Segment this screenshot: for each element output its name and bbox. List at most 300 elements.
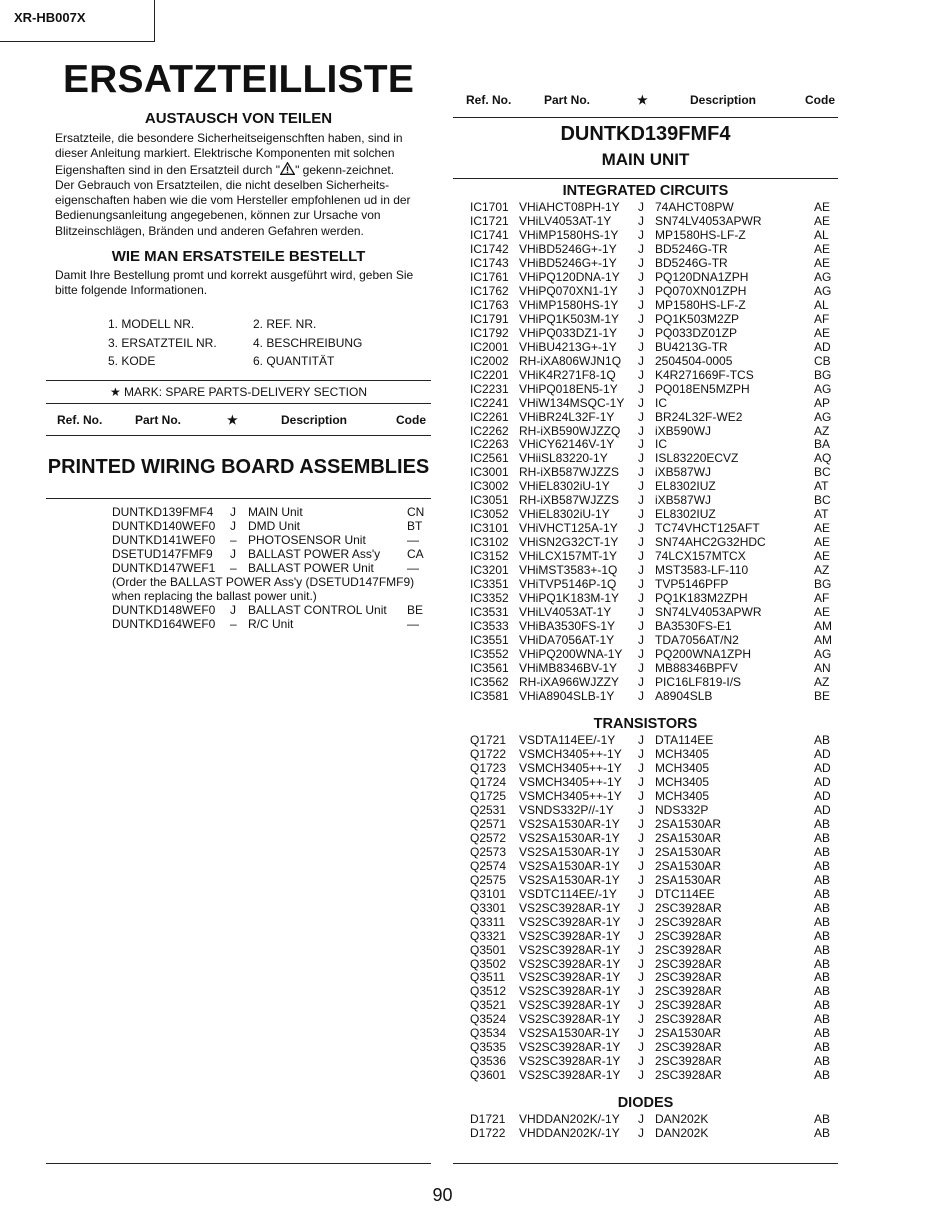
part-row: [453, 831, 838, 845]
part-description: 2SC3928AR: [655, 998, 722, 1013]
part-description: PQ120DNA1ZPH: [655, 269, 749, 284]
part-description: K4R271669F-TCS: [655, 367, 754, 382]
order-paragraph: [55, 268, 435, 299]
part-part-no: VHiEL8302iU-1Y: [519, 507, 610, 522]
part-mark: J: [638, 1040, 644, 1055]
part-row: [453, 845, 838, 859]
pwb-part: DUNTKD141WEF0: [112, 533, 216, 547]
part-row: [453, 354, 838, 368]
part-part-no: VHiSN2G32CT-1Y: [519, 535, 619, 550]
pwb-desc: PHOTOSENSOR Unit: [248, 533, 366, 547]
part-ref-no: IC1763: [470, 297, 509, 312]
part-code: AB: [814, 858, 831, 873]
part-code: AE: [814, 255, 831, 270]
part-ref-no: IC3152: [470, 549, 509, 564]
section-title: TRANSISTORS: [593, 716, 698, 732]
part-part-no: VS2SC3928AR-1Y: [519, 970, 621, 985]
pwb-part: DUNTKD139FMF4: [112, 505, 214, 519]
part-part-no: VHiPQ200WNA-1Y: [519, 647, 623, 662]
part-description: BA3530FS-E1: [655, 619, 732, 634]
part-ref-no: IC3101: [470, 521, 509, 536]
part-ref-no: IC1741: [470, 227, 509, 242]
part-mark: J: [638, 353, 644, 368]
part-ref-no: IC3552: [470, 647, 509, 662]
exchange-line: Bedienungsanleitung angegebenen, können zur Ursache von: [55, 208, 381, 223]
part-row: [453, 661, 838, 675]
part-ref-no: IC1701: [470, 200, 509, 214]
part-description: 2SA1530AR: [655, 872, 722, 887]
part-code: AB: [814, 830, 831, 845]
part-part-no: VSNDS332P//-1Y: [519, 802, 614, 817]
part-description: IC: [655, 437, 667, 452]
part-mark: J: [638, 816, 644, 831]
col-description: Description: [690, 93, 757, 107]
part-ref-no: IC2201: [470, 367, 509, 382]
part-description: 2SC3928AR: [655, 1040, 722, 1055]
part-part-no: VHiVHCT125A-1Y: [519, 521, 618, 536]
part-description: IC: [655, 395, 667, 410]
pwb-desc: R/C Unit: [248, 617, 294, 631]
part-code: AZ: [814, 423, 830, 438]
order-heading: WIE MAN ERSATSTEILE BESTELLT: [111, 248, 366, 265]
part-ref-no: Q1723: [470, 760, 507, 775]
part-description: A8904SLB: [655, 688, 713, 703]
part-ref-no: Q2571: [470, 816, 507, 831]
pwb-desc: BALLAST CONTROL Unit: [248, 603, 387, 617]
part-row: [453, 943, 838, 957]
part-row: [453, 733, 838, 747]
pwb-code: —: [407, 533, 419, 547]
part-ref-no: IC1762: [470, 283, 509, 298]
part-part-no: VS2SA1530AR-1Y: [519, 858, 620, 873]
part-part-no: VS2SC3928AR-1Y: [519, 900, 621, 915]
pwb-part: DUNTKD147WEF1: [112, 561, 216, 575]
part-code: BE: [814, 688, 831, 703]
part-code: AB: [814, 816, 831, 831]
part-ref-no: IC3533: [470, 619, 509, 634]
part-part-no: VHDDAN202K/-1Y: [519, 1112, 620, 1126]
col-ref-no: Ref. No.: [466, 93, 512, 107]
pwb-row: [112, 617, 427, 631]
part-mark: J: [638, 844, 644, 859]
order-item: 3. ERSATZTEIL NR.: [108, 335, 217, 350]
part-code: AE: [814, 521, 831, 536]
part-row: [453, 410, 838, 424]
pwb-code: BE: [407, 603, 424, 617]
divider: [46, 380, 431, 381]
part-description: 2SC3928AR: [655, 914, 722, 929]
col-mark: ★: [637, 93, 648, 107]
part-row: [453, 270, 838, 284]
col-part-no: Part No.: [135, 413, 182, 427]
order-item: 2. REF. NR.: [253, 317, 317, 331]
part-code: AB: [814, 956, 831, 971]
divider: [46, 498, 431, 499]
part-part-no: VHDDAN202K/-1Y: [519, 1125, 620, 1140]
part-row: [453, 1040, 838, 1054]
part-ref-no: Q2531: [470, 802, 507, 817]
part-mark: J: [638, 451, 644, 466]
part-ref-no: IC2002: [470, 353, 509, 368]
exchange-line: Ersatzteile, die besondere Sicherheitseigenschften haben, sind in: [55, 131, 403, 145]
part-ref-no: IC3551: [470, 633, 509, 648]
pwb-mark: –: [230, 533, 237, 547]
part-description: 2SC3928AR: [655, 942, 722, 957]
part-mark: J: [638, 269, 644, 284]
left-column-header: [46, 413, 431, 429]
part-description: 2SC3928AR: [655, 900, 722, 915]
part-part-no: VHiLCX157MT-1Y: [519, 549, 618, 564]
part-description: BD5246G-TR: [655, 255, 728, 270]
part-part-no: VHiK4R271F8-1Q: [519, 367, 616, 382]
part-mark: J: [638, 830, 644, 845]
part-row: [453, 214, 838, 228]
part-row: [453, 465, 838, 479]
part-row: [453, 761, 838, 775]
part-row: [453, 970, 838, 984]
part-part-no: VS2SC3928AR-1Y: [519, 1068, 621, 1083]
part-code: AE: [814, 605, 831, 620]
part-part-no: VS2SC3928AR-1Y: [519, 928, 621, 943]
part-description: DTC114EE: [655, 886, 715, 901]
part-ref-no: Q3502: [470, 956, 507, 971]
part-mark: J: [638, 297, 644, 312]
right-column-header: [453, 93, 838, 109]
part-row: [453, 859, 838, 873]
part-row: [453, 242, 838, 256]
part-mark: J: [638, 409, 644, 424]
pwb-code: BT: [407, 519, 423, 533]
part-part-no: VS2SC3928AR-1Y: [519, 914, 621, 929]
part-code: AD: [814, 788, 831, 803]
part-description: BD5246G-TR: [655, 241, 728, 256]
part-mark: J: [638, 733, 644, 747]
part-row: [453, 789, 838, 803]
part-ref-no: IC3002: [470, 479, 509, 494]
part-description: SN74LV4053APWR: [655, 213, 762, 228]
part-part-no: VS2SC3928AR-1Y: [519, 1054, 621, 1069]
part-part-no: VHiBD5246G+-1Y: [519, 255, 617, 270]
pwb-part: DUNTKD164WEF0: [112, 617, 216, 631]
part-part-no: VHiMP1580HS-1Y: [519, 227, 619, 242]
part-part-no: VHiPQ033DZ1-1Y: [519, 325, 618, 340]
part-description: DTA114EE: [655, 733, 714, 747]
part-mark: J: [638, 395, 644, 410]
part-row: [453, 535, 838, 549]
part-description: iXB587WJ: [655, 465, 712, 480]
part-code: AB: [814, 998, 831, 1013]
part-ref-no: Q1722: [470, 746, 507, 761]
col-description: Description: [281, 413, 348, 427]
part-row: [453, 200, 838, 214]
part-ref-no: IC3052: [470, 507, 509, 522]
part-description: MP1580HS-LF-Z: [655, 297, 746, 312]
part-code: AB: [814, 1040, 831, 1055]
part-mark: J: [638, 521, 644, 536]
part-part-no: VHiPQ120DNA-1Y: [519, 269, 620, 284]
part-mark: J: [638, 647, 644, 662]
part-ref-no: Q3511: [470, 970, 506, 985]
part-code: AB: [814, 984, 831, 999]
part-description: 2SC3928AR: [655, 984, 722, 999]
pwb-part: DUNTKD140WEF0: [112, 519, 216, 533]
part-ref-no: IC1761: [470, 269, 509, 284]
part-part-no: VS2SC3928AR-1Y: [519, 1012, 621, 1027]
pwb-code: —: [407, 561, 419, 575]
part-ref-no: D1722: [470, 1125, 506, 1140]
part-part-no: VS2SC3928AR-1Y: [519, 984, 621, 999]
divider: [453, 1163, 838, 1164]
col-ref-no: Ref. No.: [57, 413, 103, 427]
order-line: Damit Ihre Bestellung promt und korrekt ausgeführt wird, geben Sie: [55, 268, 414, 282]
part-ref-no: IC3102: [470, 535, 509, 550]
part-row: [453, 451, 838, 465]
pwb-row: [112, 533, 427, 547]
part-ref-no: IC3051: [470, 493, 509, 508]
part-mark: J: [638, 1068, 644, 1083]
part-description: 2SA1530AR: [655, 844, 722, 859]
part-code: AB: [814, 1026, 831, 1041]
part-mark: J: [638, 774, 644, 789]
part-mark: J: [638, 998, 644, 1013]
part-description: MCH3405: [655, 746, 710, 761]
part-code: BC: [814, 493, 831, 508]
col-code: Code: [805, 93, 835, 107]
part-part-no: RH-iXB587WJZZS: [519, 493, 620, 508]
part-row: [453, 521, 838, 535]
part-part-no: RH-iXB587WJZZS: [519, 465, 620, 480]
part-ref-no: Q3301: [470, 900, 507, 915]
part-ref-no: Q1724: [470, 774, 507, 789]
part-ref-no: Q2575: [470, 872, 507, 887]
part-ref-no: Q2574: [470, 858, 507, 873]
part-mark: J: [638, 479, 644, 494]
part-code: AB: [814, 914, 831, 929]
part-mark: J: [638, 339, 644, 354]
part-part-no: VHiiSL83220-1Y: [519, 451, 608, 466]
part-part-no: VHiLV4053AT-1Y: [519, 605, 612, 620]
part-code: AB: [814, 900, 831, 915]
col-mark: ★: [227, 413, 238, 427]
part-ref-no: Q3535: [470, 1040, 507, 1055]
part-code: AE: [814, 549, 831, 564]
part-description: PQ018EN5MZPH: [655, 381, 750, 396]
part-row: [453, 1068, 838, 1082]
part-part-no: VHiPQ070XN1-1Y: [519, 283, 618, 298]
part-ref-no: Q3311: [470, 914, 506, 929]
part-code: AZ: [814, 563, 830, 578]
part-row: [453, 984, 838, 998]
part-part-no: VS2SA1530AR-1Y: [519, 1026, 620, 1041]
part-row: [453, 312, 838, 326]
part-mark: J: [638, 465, 644, 480]
part-part-no: VHiPQ018EN5-1Y: [519, 381, 618, 396]
part-ref-no: Q3521: [470, 998, 507, 1013]
part-part-no: VHiTVP5146P-1Q: [519, 577, 617, 592]
pwb-desc: DMD Unit: [248, 519, 301, 533]
part-mark: J: [638, 858, 644, 873]
pwb-row: [112, 519, 427, 533]
part-ref-no: IC3581: [470, 688, 509, 703]
part-row: [453, 591, 838, 605]
part-description: MP1580HS-LF-Z: [655, 227, 746, 242]
part-row: [453, 887, 838, 901]
part-row: [453, 1054, 838, 1068]
part-description: 2SA1530AR: [655, 1026, 722, 1041]
part-code: AP: [814, 395, 831, 410]
part-code: AM: [814, 619, 832, 634]
part-code: AB: [814, 928, 831, 943]
part-mark: J: [638, 1112, 644, 1126]
part-mark: J: [638, 381, 644, 396]
part-code: AD: [814, 746, 831, 761]
part-part-no: VHiBR24L32F-1Y: [519, 409, 615, 424]
pwb-desc: MAIN Unit: [248, 505, 303, 519]
exchange-line: eigenschaften haben wie die vom Hersteller empfohlenen ud in der: [55, 193, 411, 208]
part-description: 74LCX157MTCX: [655, 549, 746, 564]
part-part-no: RH-iXA806WJN1Q: [519, 353, 622, 368]
part-mark: J: [638, 227, 644, 242]
part-code: AB: [814, 970, 831, 985]
part-row: [453, 647, 838, 661]
part-ref-no: IC1743: [470, 255, 509, 270]
part-row: [453, 817, 838, 831]
pwb-part: DUNTKD148WEF0: [112, 603, 216, 617]
pwb-part: DSETUD147FMF9: [112, 547, 213, 561]
pwb-row: [112, 561, 427, 575]
part-mark: J: [638, 1026, 644, 1041]
part-description: MCH3405: [655, 788, 710, 803]
part-code: AB: [814, 872, 831, 887]
part-row: [453, 479, 838, 493]
part-code: AB: [814, 1054, 831, 1069]
pwb-mark: J: [230, 519, 236, 533]
part-code: AD: [814, 802, 831, 817]
part-row: [453, 1112, 838, 1126]
part-code: CB: [814, 353, 831, 368]
part-row: [453, 675, 838, 689]
part-description: EL8302IUZ: [655, 507, 716, 522]
exchange-line: Der Gebrauch von Ersatzteilen, die nicht deselben Sicherheits-: [55, 177, 390, 192]
part-part-no: VHiBU4213G+-1Y: [519, 339, 617, 354]
part-description: 74AHCT08PW: [655, 200, 734, 214]
section-title: INTEGRATED CIRCUITS: [562, 183, 729, 199]
part-mark: J: [638, 928, 644, 943]
part-row: [453, 396, 838, 410]
part-ref-no: Q3101: [470, 886, 507, 901]
part-row: [453, 549, 838, 563]
part-code: AB: [814, 1012, 831, 1027]
part-part-no: VHiAHCT08PH-1Y: [519, 200, 620, 214]
part-code: AG: [814, 409, 832, 424]
divider: [46, 1163, 431, 1164]
pwb-mark: J: [230, 603, 236, 617]
part-row: [453, 873, 838, 887]
part-part-no: VSDTC114EE/-1Y: [519, 886, 617, 901]
order-item: 6. QUANTITÄT: [253, 354, 335, 368]
exchange-heading: AUSTAUSCH VON TEILEN: [144, 110, 333, 127]
section-title: DIODES: [617, 1095, 674, 1111]
part-row: [453, 256, 838, 270]
part-mark: J: [638, 591, 644, 606]
part-description: PQ200WNA1ZPH: [655, 647, 752, 662]
part-description: MCH3405: [655, 774, 710, 789]
pwb-mark: –: [230, 561, 237, 575]
part-ref-no: Q3512: [470, 984, 507, 999]
part-code: AD: [814, 760, 831, 775]
page-number: 90: [432, 1185, 453, 1205]
pwb-note: when replacing the ballast power unit.): [112, 589, 317, 603]
pwb-mark: J: [230, 547, 236, 561]
part-description: ISL83220ECVZ: [655, 451, 739, 466]
part-row: [453, 424, 838, 438]
part-code: AQ: [814, 451, 832, 466]
part-ref-no: IC2262: [470, 423, 509, 438]
part-description: TVP5146PFP: [655, 577, 729, 592]
part-mark: J: [638, 213, 644, 228]
part-ref-no: Q2573: [470, 844, 507, 859]
part-mark: J: [638, 746, 644, 761]
part-code: BC: [814, 465, 831, 480]
part-part-no: VHiPQ1K183M-1Y: [519, 591, 620, 606]
part-code: AF: [814, 591, 830, 606]
part-code: AB: [814, 942, 831, 957]
part-code: AB: [814, 1125, 831, 1140]
pwb-code: —: [407, 617, 419, 631]
part-description: NDS332P: [655, 802, 709, 817]
part-part-no: VS2SA1530AR-1Y: [519, 830, 620, 845]
part-mark: J: [638, 688, 644, 703]
part-description: PQ1K183M2ZPH: [655, 591, 748, 606]
part-part-no: VHiA8904SLB-1Y: [519, 688, 615, 703]
part-mark: J: [638, 942, 644, 957]
part-row: [453, 298, 838, 312]
part-row: [453, 689, 838, 703]
part-mark: J: [638, 493, 644, 508]
part-code: AE: [814, 213, 831, 228]
part-code: AB: [814, 1112, 831, 1126]
part-description: iXB587WJ: [655, 493, 712, 508]
part-code: AT: [814, 507, 829, 522]
part-row: [453, 228, 838, 242]
part-description: PIC16LF819-I/S: [655, 674, 742, 689]
part-row: [453, 382, 838, 396]
part-ref-no: IC3352: [470, 591, 509, 606]
part-mark: J: [638, 970, 644, 985]
part-code: AZ: [814, 674, 830, 689]
part-part-no: VS2SC3928AR-1Y: [519, 956, 621, 971]
divider: [46, 435, 431, 436]
part-ref-no: D1721: [470, 1112, 506, 1126]
part-part-no: VSMCH3405++-1Y: [519, 788, 622, 803]
part-mark: J: [638, 802, 644, 817]
part-ref-no: IC2001: [470, 339, 509, 354]
part-description: MST3583-LF-110: [655, 563, 749, 578]
part-description: PQ033DZ01ZP: [655, 325, 738, 340]
part-part-no: VSMCH3405++-1Y: [519, 774, 622, 789]
part-ref-no: IC3531: [470, 605, 509, 620]
part-code: AD: [814, 774, 831, 789]
part-code: AB: [814, 844, 831, 859]
part-row: [453, 929, 838, 943]
col-code: Code: [396, 413, 426, 427]
part-part-no: RH-iXA966WJZZY: [519, 674, 620, 689]
part-row: [453, 1012, 838, 1026]
order-item: 5. KODE: [108, 354, 156, 368]
part-ref-no: IC3001: [470, 465, 509, 480]
part-ref-no: IC1792: [470, 325, 509, 340]
part-mark: J: [638, 956, 644, 971]
